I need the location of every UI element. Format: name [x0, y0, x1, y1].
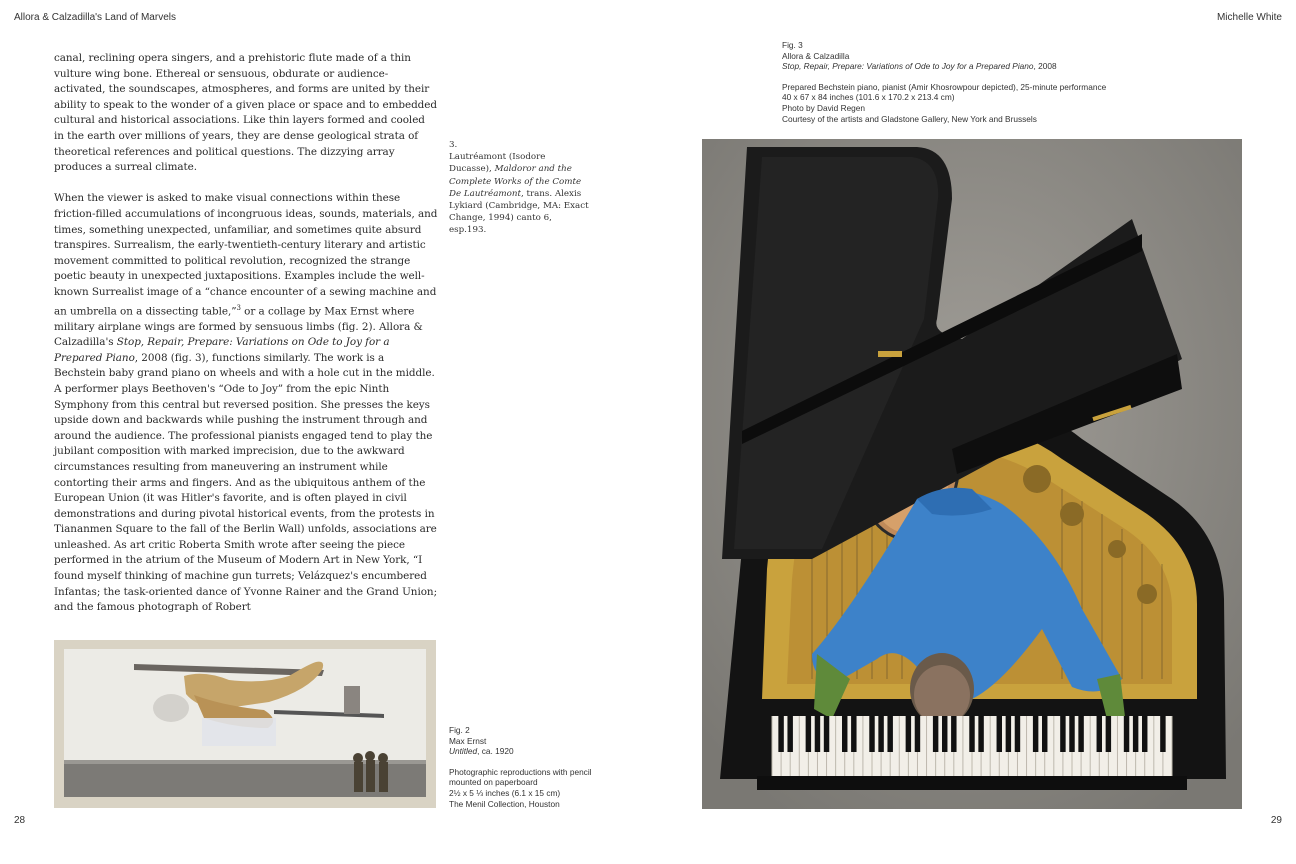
- caption-title: Stop, Repair, Prepare: Variations of Ode to Joy for a Prepared Piano: [782, 61, 1034, 72]
- fig2-collage: [54, 640, 436, 808]
- paragraph-1-text: canal, reclining opera singers, and a prehistoric flute made of a thin vulture wing bone. Ethereal or sensuous, obdurate or audience-activated, the soundscapes, atmospheres, and forms are united by their ability to speak to the wonder of a given place or space and to embedded cultural and historical associations. Like thin layers formed and cooled in the earth over millions of years, they are dense geological strata of theoretical references and political questions. The dizzying array produces a surreal climate.: [54, 52, 437, 174]
- caption-label: Fig. 3: [782, 40, 803, 50]
- footnote-reference[interactable]: 3: [236, 303, 241, 312]
- footnote-author: Lautréamont (Isodore Ducasse),: [449, 152, 546, 175]
- caption-artist: Max Ernst: [449, 735, 487, 746]
- piano-illustration: [702, 139, 1242, 809]
- collage-illustration: [54, 640, 436, 808]
- footnote-title: Maldoror and the Complete Works of the Comte De Lautréamont: [449, 164, 582, 199]
- black-key: [878, 716, 883, 752]
- black-key: [869, 716, 874, 752]
- caption-title: Untitled: [449, 746, 478, 757]
- black-key: [806, 716, 811, 752]
- black-key: [951, 716, 956, 752]
- black-key: [778, 716, 783, 752]
- caption-title-line: [449, 746, 599, 757]
- footnote: [449, 139, 589, 237]
- black-key: [915, 716, 920, 752]
- black-key: [815, 716, 820, 752]
- caption-label: Fig. 2: [449, 725, 470, 735]
- caption-medium: Photographic reproductions with pencil mounted on paperboard: [449, 766, 592, 788]
- black-key: [1060, 716, 1065, 752]
- black-key: [1097, 716, 1102, 752]
- paragraph-2-text-a: When the viewer is asked to make visual connections within these friction-filled accumulations of incongruous ideas, sounds, materials, and times, something unexpected, unfamiliar, and sometimes quite absurd transpires. Surrealism, the early-twentieth-century literary and artistic movement committed to political revolution, recognized the strange poetic beauty in unexpected juxtapositions. Examples include the well-known Surrealist image of a “chance encounter of a sewing machine and an umbrella on a dissecting table,”: [54, 192, 438, 317]
- paragraph-2-text-c: , 2008 (fig. 3), functions similarly. The work is a Bechstein baby grand piano on wheels and with a hole cut in the middle. A performer plays Beethoven's “Ode to Joy” from the epic Ninth Symphony from this central but reversed position. She presses the keys upside down and backwards while pushing the instrument through and around the audience. The professional pianists engaged tend to play the jubilant composition with marked imprecision, due to the awkward circumstances resulting from maneuvering an instrument while contorting their arms and fingers. And as the ubiquitous anthem of the European Union (it was Hitler's favorite, and is often played in civil demonstrations and during pivotal historical events, from the protests in Tiananmen Square to the fall of the Berlin Wall) unfolds, associations are unleashed. As art critic Roberta Smith wrote after seeing the piece performed in the atrium of the Museum of Modern Art in New York, “I found myself thinking of machine gun turrets; Velázquez's encumbered Infantas; the task-oriented dance of Yvonne Rainer and the Grand Union; and the famous photograph of Robert: [54, 351, 438, 614]
- black-key: [1133, 716, 1138, 752]
- fig3-caption: [782, 40, 1242, 124]
- fig3-photo: [702, 139, 1242, 809]
- running-head-left: Allora & Calzadilla's Land of Marvels: [14, 12, 176, 23]
- black-key: [1069, 716, 1074, 752]
- page-number-left: 28: [14, 815, 26, 826]
- black-key: [787, 716, 792, 752]
- black-key: [1160, 716, 1165, 752]
- collage-helmet: [153, 694, 189, 722]
- paragraph: [54, 191, 438, 616]
- black-key: [1006, 716, 1011, 752]
- caption-year: , ca. 1920: [477, 746, 514, 757]
- black-key: [824, 716, 829, 752]
- caption-photo: Photo by David Regen: [782, 102, 866, 113]
- paragraph-2-text-b: or a collage by Max Ernst where military airplane wings are formed by sensuous limbs (fig. 2). Allora & Calzadilla's: [54, 304, 423, 349]
- caption-dimensions: 2½ x 5 ⅓ inches (6.1 x 15 cm): [449, 787, 561, 798]
- caption-title-line: [782, 61, 1242, 72]
- caption-credit: Courtesy of the artists and Gladstone Gallery, New York and Brussels: [782, 113, 1037, 124]
- black-key: [933, 716, 938, 752]
- keyboard-rail: [757, 776, 1187, 790]
- body-text: [54, 51, 438, 631]
- caption-collection: The Menil Collection, Houston: [449, 798, 560, 809]
- page-number-right: 29: [1270, 815, 1282, 826]
- black-key: [842, 716, 847, 752]
- running-head-right: Michelle White: [1216, 12, 1282, 23]
- fig2-caption: [449, 725, 599, 809]
- caption-dimensions: 40 x 67 x 84 inches (101.6 x 170.2 x 213.4 cm): [782, 92, 955, 103]
- black-key: [1124, 716, 1129, 752]
- black-key: [969, 716, 974, 752]
- soldiers: [353, 751, 388, 792]
- artwork-title: Stop, Repair, Prepare: Variations on Ode to Joy for a Prepared Piano: [54, 336, 390, 364]
- black-key: [997, 716, 1002, 752]
- black-key: [887, 716, 892, 752]
- black-key: [942, 716, 947, 752]
- caption-artist: Allora & Calzadilla: [782, 50, 850, 61]
- footnote-number: 3.: [449, 140, 458, 150]
- black-key: [1078, 716, 1083, 752]
- paragraph: [54, 51, 438, 176]
- black-key: [906, 716, 911, 752]
- caption-year: , 2008: [1033, 61, 1057, 72]
- black-key: [978, 716, 983, 752]
- black-key: [851, 716, 856, 752]
- lid-hinge: [878, 351, 902, 357]
- black-key: [1106, 716, 1111, 752]
- black-key: [1015, 716, 1020, 752]
- caption-medium: Prepared Bechstein piano, pianist (Amir Khosrowpour depicted), 25-minute performance: [782, 81, 1107, 92]
- footnote-rest: , trans. Alexis Lykiard (Cambridge, MA: Exact Change, 1994) canto 6, esp.193.: [449, 188, 589, 236]
- black-key: [1142, 716, 1147, 752]
- black-key: [1042, 716, 1047, 752]
- black-key: [1033, 716, 1038, 752]
